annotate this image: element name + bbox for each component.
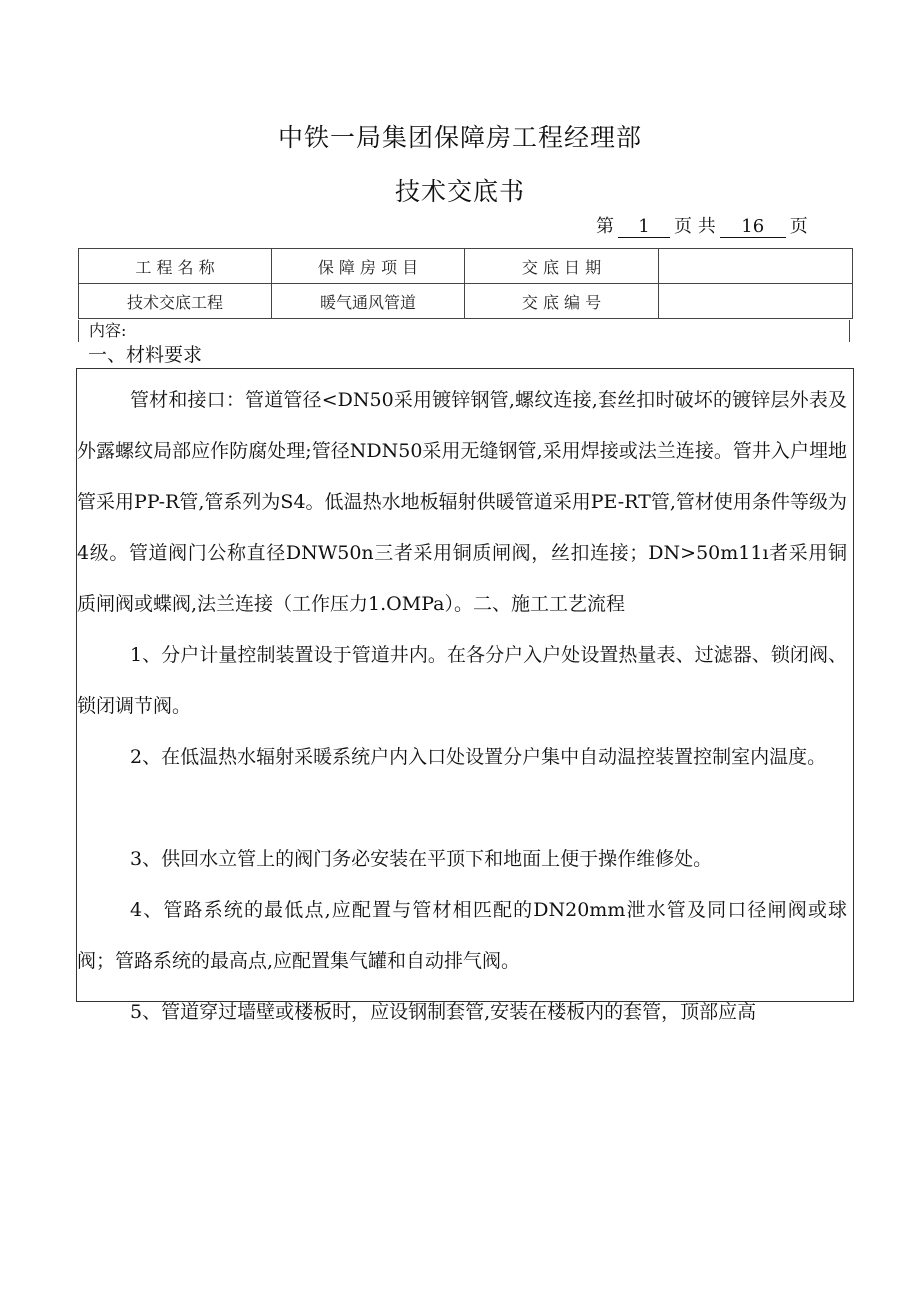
page-prefix: 第 — [596, 216, 614, 237]
info-table — [78, 248, 853, 319]
number-value — [659, 284, 853, 319]
section-heading-materials: 一、材料要求 — [88, 344, 203, 366]
paragraph-item-5: 5、管道穿过墙壁或楼板时，应设钢制套管,安装在楼板内的套管，顶部应高 — [130, 1001, 757, 1023]
work-value: 暖气通风管道 — [272, 284, 465, 319]
paragraph-item-1: 1、分户计量控制装置设于管道井内。在各分户入户处设置热量表、过滤器、锁闭阀、锁闭调节阀。 — [77, 644, 847, 717]
project-name-value: 保 障 房 项 目 — [272, 249, 465, 284]
work-label: 技术交底工程 — [79, 284, 272, 319]
document-title: 技术交底书 — [394, 177, 525, 206]
content-body — [76, 368, 854, 1023]
page-current: 1 — [618, 216, 670, 238]
number-label: 交 底 编 号 — [465, 284, 659, 319]
paragraph-item-2: 2、在低温热水辐射采暖系统户内入口处设置分户集中自动温控装置控制室内温度。 — [130, 746, 827, 768]
organization-title: 中铁一局集团保障房工程经理部 — [277, 123, 642, 152]
paragraph-item-3: 3、供回水立管上的阀门务必安装在平顶下和地面上便于操作维修处。 — [130, 848, 713, 870]
page-middle: 页 共 — [674, 216, 716, 237]
table-row — [79, 249, 853, 284]
paragraph-materials: 管材和接口：管道管径<DN50采用镀锌钢管,螺纹连接,套丝扣时破坏的镀锌层外表及外露螺纹局部应作防腐处理;管径NDN50采用无缝钢管,采用焊接或法兰连接。管井入户埋地管采用PP-R管,管系列为S4。低温热水地板辐射供暖管道采用PE-RT管,管材使用条件等级为4级。管道阀门公称直径DNW50n三者采用铜质闸阀，丝扣连接；DN>50m11ı者采用铜质闸阀或蝶阀,法兰连接（工作压力1.OMPa）。二、施工工艺流程 — [77, 389, 847, 615]
page-indicator — [596, 212, 808, 238]
page-total: 16 — [720, 216, 786, 238]
date-label: 交 底 日 期 — [465, 249, 659, 284]
table-row — [79, 284, 853, 319]
paragraph-item-4: 4、管路系统的最低点,应配置与管材相匹配的DN20mm泄水管及同口径闸阀或球阀；管路系统的最高点,应配置集气罐和自动排气阀。 — [77, 899, 847, 972]
date-value — [659, 249, 853, 284]
project-name-label: 工 程 名 称 — [79, 249, 272, 284]
content-label: 内容: — [78, 320, 850, 342]
page-suffix: 页 — [789, 216, 808, 237]
